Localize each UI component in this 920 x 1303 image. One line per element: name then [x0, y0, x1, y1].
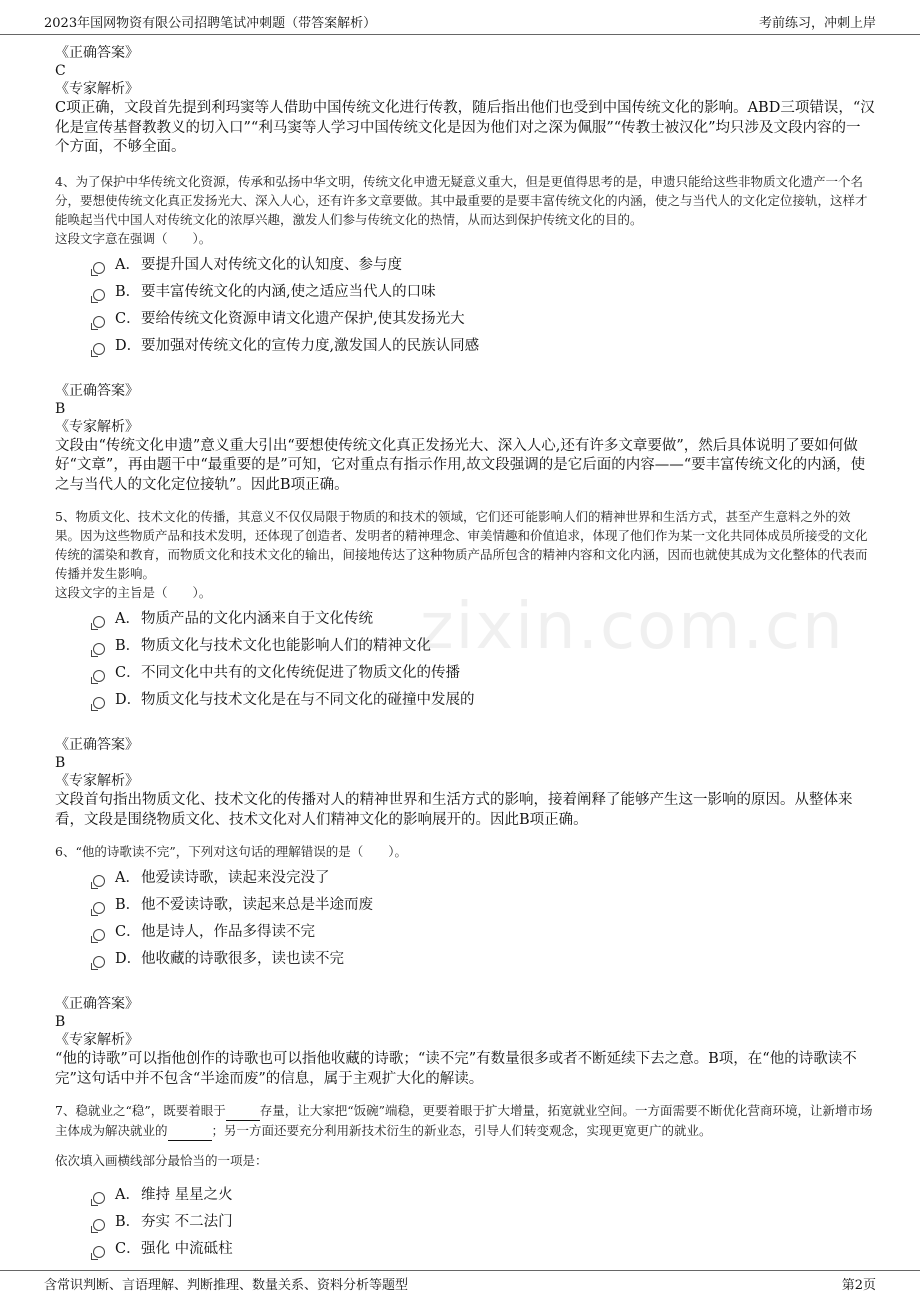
fill-blank	[226, 1101, 260, 1121]
radio-icon[interactable]	[93, 956, 105, 968]
expert-analysis-label: 《专家解析》	[55, 1032, 139, 1048]
footer-categories: 含常识判断、言语理解、判断推理、数量关系、资料分析等题型	[44, 1278, 409, 1293]
question-prompt: 这段文字意在强调（ ）。	[55, 230, 212, 246]
expert-analysis-label: 《专家解析》	[55, 418, 139, 435]
correct-answer-label: 《正确答案》	[55, 737, 139, 753]
document-title: 2023年国网物资有限公司招聘笔试冲刺题（带答案解析）	[44, 16, 377, 31]
analysis-text: 文段首句指出物质文化、技术文化的传播对人的精神世界和生活方式的影响，接着阐释了能够产生这一影响的原因。从整体来看，文段是围绕物质文化、技术文化对人们精神文化的影响展开的。因此B项正确。	[55, 792, 853, 828]
correct-answer-value: B	[55, 400, 66, 417]
correct-answer-value: C	[55, 63, 66, 79]
option-a[interactable]: A．维持 星星之火	[93, 1182, 875, 1209]
radio-icon[interactable]	[93, 316, 105, 328]
option-c[interactable]: C．不同文化中共有的文化传统促进了物质文化的传播	[93, 660, 875, 687]
radio-icon[interactable]	[93, 902, 105, 914]
radio-icon[interactable]	[93, 697, 105, 709]
page-footer	[0, 1270, 920, 1303]
option-list	[93, 606, 875, 714]
correct-answer-label: 《正确答案》	[55, 382, 139, 399]
watermark-text: zixin.com.cn	[420, 590, 845, 664]
correct-answer-label: 《正确答案》	[55, 996, 139, 1012]
question-prompt: 这段文字的主旨是（ ）。	[55, 585, 212, 600]
radio-icon[interactable]	[93, 929, 105, 941]
radio-icon[interactable]	[93, 289, 105, 301]
option-b[interactable]: B．物质文化与技术文化也能影响人们的精神文化	[93, 633, 875, 660]
option-c[interactable]: C．要给传统文化资源申请文化遗产保护,使其发扬光大	[93, 306, 875, 333]
page-header	[0, 0, 920, 35]
document-body	[55, 44, 875, 1263]
question-stem: 7、稳就业之“稳”，既要着眼于 存量，让大家把“饭碗”端稳，更要着眼于扩大增量，拓宽就业空间。一方面需要不断优化营商环境，让新增市场主体成为解决就业的 ；另一方面还要充分利用新技术衍生的新业态，引导人们转变观念，实现更宽更广的就业。	[55, 1101, 875, 1141]
radio-icon[interactable]	[93, 1192, 105, 1204]
option-d[interactable]: D．要加强对传统文化的宣传力度,激发国人的民族认同感	[93, 333, 875, 360]
header-slogan: 考前练习，冲刺上岸	[758, 16, 876, 31]
option-a[interactable]: A．他爱读诗歌，读起来没完没了	[93, 865, 875, 892]
radio-icon[interactable]	[93, 670, 105, 682]
question-prompt: 依次填入画横线部分最恰当的一项是：	[55, 1153, 268, 1168]
option-list	[93, 865, 875, 973]
expert-analysis-label: 《专家解析》	[55, 773, 139, 789]
radio-icon[interactable]	[93, 262, 105, 274]
option-d[interactable]: D．他收藏的诗歌很多，读也读不完	[93, 946, 875, 973]
radio-icon[interactable]	[93, 616, 105, 628]
option-a[interactable]: A．要提升国人对传统文化的认知度、参与度	[93, 252, 875, 279]
option-d[interactable]: D．物质文化与技术文化是在与不同文化的碰撞中发展的	[93, 687, 875, 714]
option-list	[93, 1182, 875, 1263]
question-stem: 5、物质文化、技术文化的传播，其意义不仅仅局限于物质的和技术的领域，它们还可能影响人们的精神世界和生活方式，甚至产生意料之外的效果。因为这些物质产品和技术发明，还体现了创造者、发明者的精神理念、审美情趣和价值追求，体现了他们作为某一文化共同体成员所接受的文化传统的濡染和教育，而物质文化和技术文化的输出，间接地传达了这种物质产品所包含的精神内容和文化内涵，因而也就使其成为文化整体的代表而传播并发生影响。	[55, 509, 868, 581]
analysis-text: 文段由“传统文化申遗”意义重大引出“要想使传统文化真正发扬光大、深入人心,还有许多文章要做”，然后具体说明了要如何做好“文章”，再由题干中“最重要的是”可知，它对重点有指示作用,故文段强调的是它后面的内容——“要丰富传统文化的内涵，使之与当代人的文化定位接轨”。因此B项正确。	[55, 437, 866, 493]
radio-icon[interactable]	[93, 1246, 105, 1258]
analysis-text: “他的诗歌”可以指他创作的诗歌也可以指他收藏的诗歌；“读不完”有数量很多或者不断延续下去之意。B项，在“他的诗歌读不完”这句话中并不包含“半途而废”的信息，属于主观扩大化的解读。	[55, 1051, 857, 1087]
option-c[interactable]: C．强化 中流砥柱	[93, 1236, 875, 1263]
page-number: 第2页	[841, 1278, 876, 1293]
radio-icon[interactable]	[93, 343, 105, 355]
expert-analysis-label: 《专家解析》	[55, 81, 139, 97]
option-c[interactable]: C．他是诗人，作品多得读不完	[93, 919, 875, 946]
radio-icon[interactable]	[93, 1219, 105, 1231]
option-b[interactable]: B．要丰富传统文化的内涵,使之适应当代人的口味	[93, 279, 875, 306]
option-b[interactable]: B．夯实 不二法门	[93, 1209, 875, 1236]
analysis-text: C项正确，文段首先提到利玛窦等人借助中国传统文化进行传教，随后指出他们也受到中国传统文化的影响。ABD三项错误，“汉化是宣传基督教教义的切入口”“利马窦等人学习中国传统文化是因为他们对之深为佩服”“传教士被汉化”均只涉及文段内容的一个方面，不够全面。	[55, 100, 875, 155]
correct-answer-value: B	[55, 1014, 66, 1030]
radio-icon[interactable]	[93, 875, 105, 887]
question-stem: 6、“他的诗歌读不完”，下列对这句话的理解错误的是（ ）。	[55, 844, 407, 859]
option-a[interactable]: A．物质产品的文化内涵来自于文化传统	[93, 606, 875, 633]
option-list	[93, 252, 875, 360]
correct-answer-value: B	[55, 755, 66, 771]
option-b[interactable]: B．他不爱读诗歌，读起来总是半途而废	[93, 892, 875, 919]
fill-blank	[168, 1121, 212, 1141]
question-stem: 4、为了保护中华传统文化资源，传承和弘扬中华文明，传统文化申遗无疑意义重大，但是更值得思考的是，申遗只能给这些非物质文化遗产一个名分，要想使传统文化真正发扬光大、深入人心，还有许多文章要做。其中最重要的是要丰富传统文化的内涵，使之与当代人的文化定位接轨，这样才能唤起当代中国人对传统文化的浓厚兴趣，激发人们参与传统文化的热情，从而达到保护传统文化的目的。	[55, 173, 868, 227]
radio-icon[interactable]	[93, 643, 105, 655]
correct-answer-label: 《正确答案》	[55, 45, 139, 61]
